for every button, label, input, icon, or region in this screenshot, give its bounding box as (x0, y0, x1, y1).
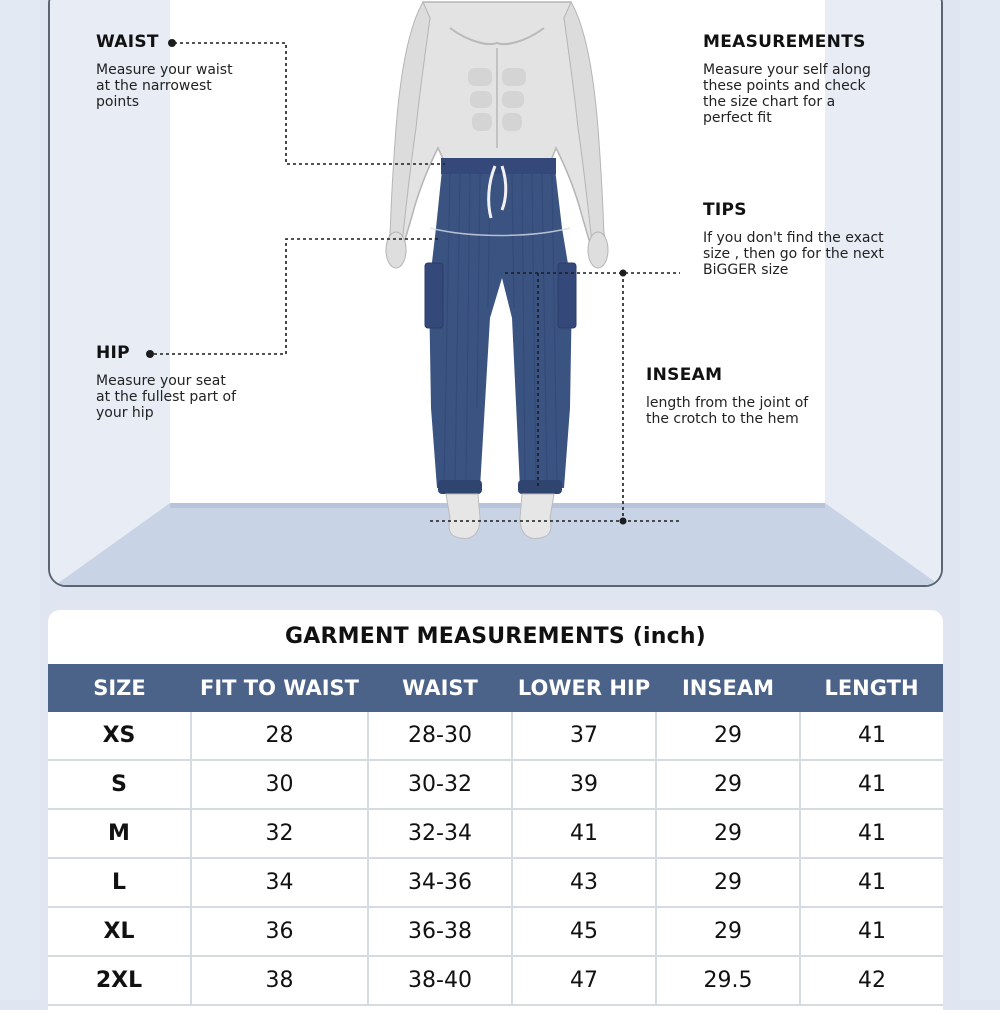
tips-title: TIPS (703, 200, 747, 220)
inseam-cell: 29 (656, 809, 800, 858)
floor (50, 503, 943, 587)
header-waist: WAIST (368, 664, 512, 712)
size-chart-panel (48, 610, 943, 1010)
hip-description (96, 373, 236, 421)
table-row (48, 760, 943, 809)
size-cell: L (48, 858, 191, 907)
waist-title: WAIST (96, 32, 159, 52)
length-cell: 41 (800, 907, 943, 956)
lower-hip-cell: 39 (512, 760, 656, 809)
table-row (48, 956, 943, 1005)
size-cell: XS (48, 712, 191, 760)
inseam-cell: 29.5 (656, 956, 800, 1005)
header-inseam: INSEAM (656, 664, 800, 712)
header-fit-to-waist: FIT TO WAIST (191, 664, 368, 712)
hip-title: HIP (96, 343, 130, 363)
inseam-title: INSEAM (646, 365, 723, 385)
waist-cell: 28-30 (368, 712, 512, 760)
inseam-cell: 29 (656, 712, 800, 760)
size-cell: XL (48, 907, 191, 956)
length-cell: 41 (800, 809, 943, 858)
size-cell: S (48, 760, 191, 809)
measurements-title: MEASUREMENTS (703, 32, 866, 52)
length-cell: 41 (800, 760, 943, 809)
header-lower-hip: LOWER HIP (512, 664, 656, 712)
size-cell: M (48, 809, 191, 858)
hip-callout (96, 343, 236, 421)
tips-callout (703, 200, 884, 278)
table-row (48, 858, 943, 907)
size-chart-table (48, 664, 943, 1006)
fit-to-waist-cell: 34 (191, 858, 368, 907)
inseam-cell: 29 (656, 760, 800, 809)
table-row (48, 712, 943, 760)
table-row (48, 907, 943, 956)
tips-line-1: If you don't find the exact (703, 230, 884, 246)
tips-line-2: size , then go for the next (703, 246, 884, 262)
measurements-description (703, 62, 871, 126)
waist-line-2: at the narrowest (96, 78, 212, 94)
lower-hip-cell: 43 (512, 858, 656, 907)
inseam-line-1: length from the joint of (646, 395, 809, 411)
inseam-callout (646, 365, 808, 427)
lower-hip-cell: 37 (512, 712, 656, 760)
waist-cell: 36-38 (368, 907, 512, 956)
lower-hip-cell: 41 (512, 809, 656, 858)
waist-line-1: Measure your waist (96, 62, 233, 78)
size-cell: 2XL (48, 956, 191, 1005)
waist-cell: 34-36 (368, 858, 512, 907)
waist-cell: 32-34 (368, 809, 512, 858)
fit-to-waist-cell: 28 (191, 712, 368, 760)
length-cell: 42 (800, 956, 943, 1005)
header-length: LENGTH (800, 664, 943, 712)
hip-line-3: your hip (96, 405, 154, 421)
waist-cell: 30-32 (368, 760, 512, 809)
measurements-callout (703, 32, 871, 126)
size-chart-title: GARMENT MEASUREMENTS (inch) (285, 624, 706, 649)
fit-to-waist-cell: 30 (191, 760, 368, 809)
waist-cell: 38-40 (368, 956, 512, 1005)
length-cell: 41 (800, 712, 943, 760)
lower-hip-cell: 45 (512, 907, 656, 956)
measurements-line-4: perfect fit (703, 110, 772, 126)
hip-line-2: at the fullest part of (96, 389, 237, 405)
inseam-line-2: the crotch to the hem (646, 411, 799, 427)
inseam-description (646, 395, 808, 427)
measurements-line-2: these points and check (703, 78, 866, 94)
waist-description (96, 62, 233, 110)
measurement-guide-panel (48, 0, 943, 587)
right-border-strip (960, 0, 1000, 1000)
left-border-strip (0, 0, 40, 1000)
fit-to-waist-cell: 36 (191, 907, 368, 956)
tips-line-3: BiGGER size (703, 262, 789, 278)
waist-line-3: points (96, 94, 139, 110)
measurements-line-1: Measure your self along (703, 62, 871, 78)
length-cell: 41 (800, 858, 943, 907)
hip-line-1: Measure your seat (96, 373, 226, 389)
lower-hip-cell: 47 (512, 956, 656, 1005)
inseam-cell: 29 (656, 907, 800, 956)
measurements-line-3: the size chart for a (703, 94, 836, 110)
table-header-row (48, 664, 943, 712)
waist-callout (96, 32, 233, 110)
inseam-cell: 29 (656, 858, 800, 907)
header-size: SIZE (48, 664, 191, 712)
table-row (48, 809, 943, 858)
fit-to-waist-cell: 38 (191, 956, 368, 1005)
fit-to-waist-cell: 32 (191, 809, 368, 858)
tips-description (703, 230, 884, 278)
